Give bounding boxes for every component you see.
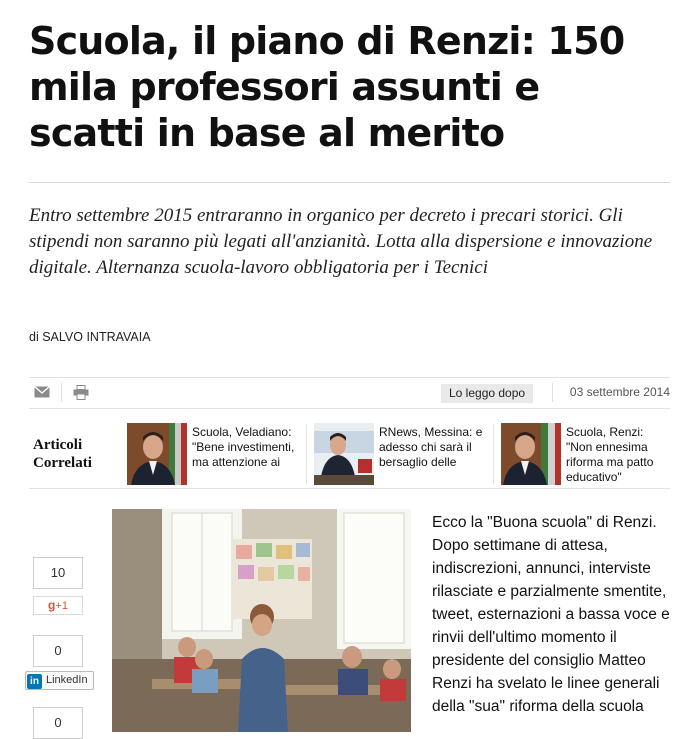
article-headline: Scuola, il piano di Renzi: 150 mila professori assunti e scatti in base al merito: [29, 19, 625, 155]
gplus-button[interactable]: [33, 596, 83, 615]
related-separator: [493, 424, 494, 484]
toolbar-separator: [61, 383, 62, 402]
byline: [29, 330, 151, 344]
related-articles: [29, 420, 670, 488]
related-item-text: RNews, Messina: e adesso chi sarà il bersaglio delle: [379, 425, 483, 469]
linkedin-icon: in: [27, 674, 42, 689]
author-name[interactable]: SALVO INTRAVAIA: [42, 330, 151, 344]
related-item-text: Scuola, Veladiano: "Bene investimenti, ma attenzione ai: [192, 425, 295, 469]
related-thumbnail: [314, 423, 374, 485]
linkedin-share-button[interactable]: [25, 671, 94, 690]
read-later-button[interactable]: Lo leggo dopo: [441, 384, 533, 403]
related-item-text: Scuola, Renzi: "Non ennesima riforma ma patto educativo": [566, 425, 654, 484]
related-separator: [306, 424, 307, 484]
article-body: Ecco la "Buona scuola" di Renzi. Dopo settimane di attesa, indiscrezioni, annunci, interviste rilasciate e parzialmente smentite, tweet, esternazioni a bassa voce e rinvii dell'ultimo momento il presidente del consiglio Matteo Renzi ha svelato le linee generali della "sua" riforma della scuola: [432, 514, 670, 715]
related-item[interactable]: [501, 423, 671, 485]
article-photo[interactable]: [112, 509, 411, 732]
print-icon[interactable]: [72, 384, 90, 400]
related-title: [33, 436, 92, 472]
article-toolbar: [29, 377, 670, 409]
related-thumbnail: [501, 423, 561, 485]
headline-divider: [29, 182, 670, 183]
gplus-label: +1: [55, 600, 68, 612]
article-summary: Entro settembre 2015 entraranno in organico per decreto i precari storici. Gli stipendi non saranno più legati all'anzianità. Lotta alla dispersione e innovazione digitale. Alternanza scuola-lavoro obbligatoria per i Tecnici: [29, 205, 653, 278]
gplus-counter: 10: [33, 557, 83, 589]
linkedin-counter: 0: [33, 635, 83, 667]
related-title-line2: Correlati: [33, 455, 92, 471]
related-divider: [29, 488, 670, 489]
related-item[interactable]: [127, 423, 305, 485]
publish-date: 03 settembre 2014: [569, 385, 670, 399]
share-counter: 0: [33, 707, 83, 739]
related-item[interactable]: [314, 423, 492, 485]
related-thumbnail: [127, 423, 187, 485]
linkedin-label: LinkedIn: [46, 674, 88, 686]
mail-icon[interactable]: [33, 384, 51, 400]
byline-prefix: di: [29, 330, 39, 344]
gplus-icon: g: [48, 598, 56, 612]
related-title-line1: Articoli: [33, 437, 83, 453]
toolbar-separator: [552, 383, 553, 402]
